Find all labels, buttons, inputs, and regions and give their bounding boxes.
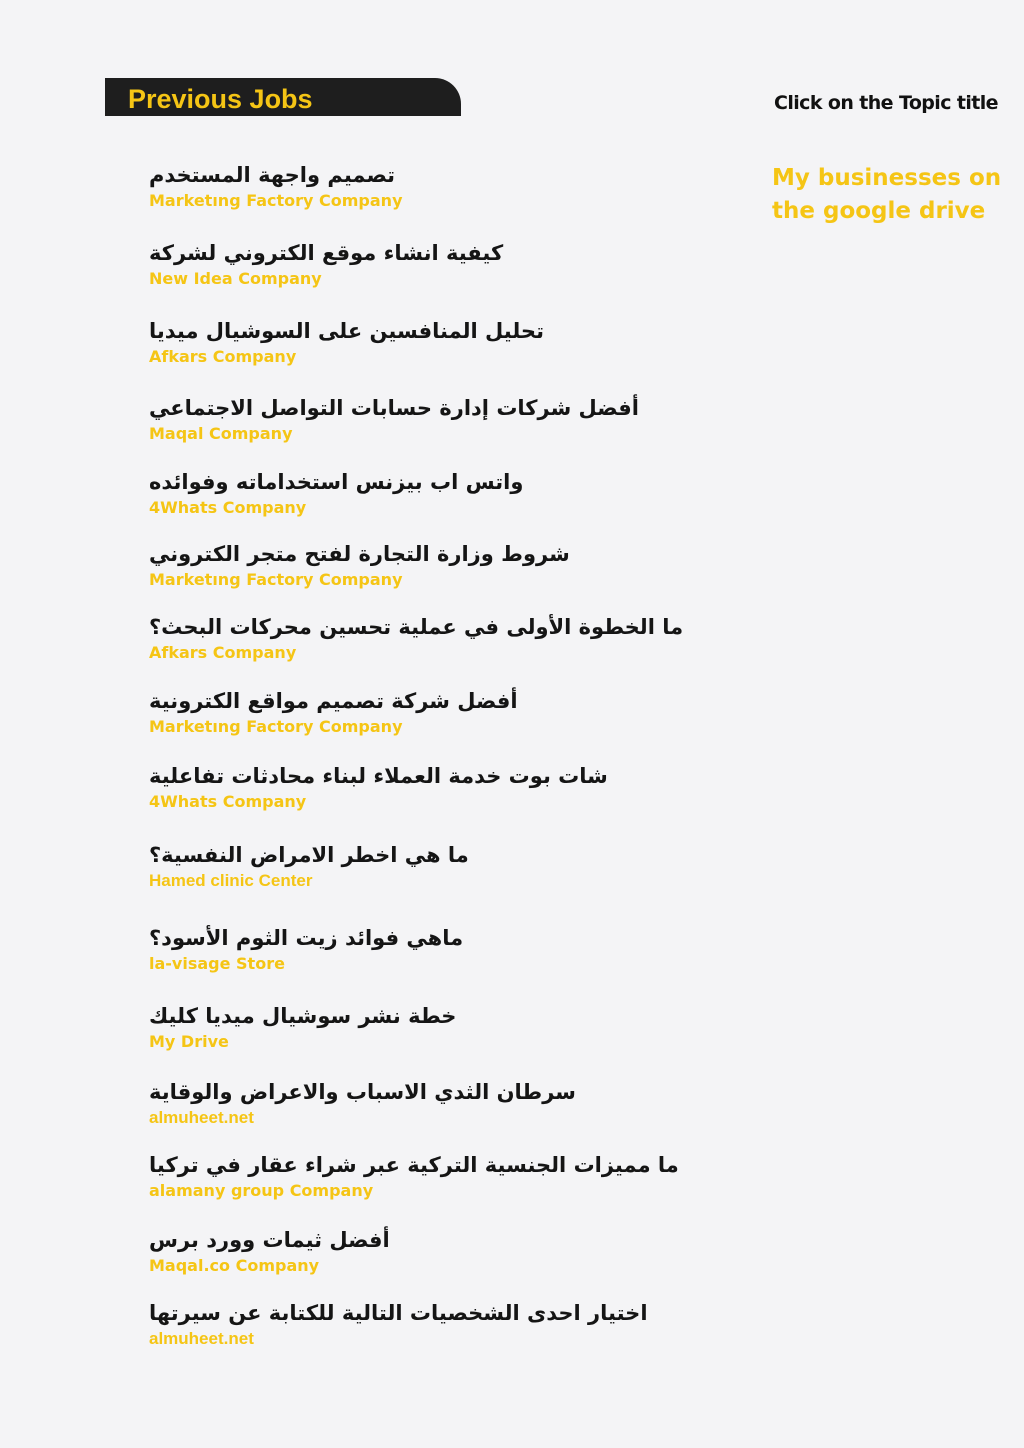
job-company: Maqal.co Company <box>149 1256 320 1275</box>
job-company: New Idea Company <box>149 269 322 288</box>
job-title-link[interactable]: تصميم واجهة المستخدم <box>149 163 396 187</box>
job-item <box>149 761 709 813</box>
job-item <box>149 393 709 445</box>
job-company: alamany group Company <box>149 1181 374 1200</box>
job-title-link[interactable]: أفضل شركة تصميم مواقع الكترونية <box>149 689 518 713</box>
job-company: Hamed clinic Center <box>149 871 313 890</box>
job-company: Marketıng Factory Company <box>149 191 403 210</box>
job-title-link[interactable]: شروط وزارة التجارة لفتح متجر الكتروني <box>149 542 570 566</box>
google-drive-link[interactable]: My businesses on the google drive <box>772 165 1002 224</box>
instruction-text: Click on the Topic title <box>774 92 998 114</box>
job-company: la-visage Store <box>149 954 285 973</box>
job-company: Afkars Company <box>149 347 297 366</box>
job-item <box>149 160 709 212</box>
job-title-link[interactable]: أفضل شركات إدارة حسابات التواصل الاجتماعي <box>149 396 639 420</box>
job-company: 4Whats Company <box>149 498 307 517</box>
job-item <box>149 316 709 368</box>
job-title-link[interactable]: تحليل المنافسين على السوشيال ميديا <box>149 319 544 343</box>
job-item <box>149 686 709 738</box>
job-company: Marketıng Factory Company <box>149 717 403 736</box>
job-title-link[interactable]: ما هي اخطر الامراض النفسية؟ <box>149 843 469 867</box>
job-item <box>149 238 709 290</box>
job-company: Afkars Company <box>149 643 297 662</box>
job-title-link[interactable]: ماهي فوائد زيت الثوم الأسود؟ <box>149 926 464 950</box>
job-item <box>149 1150 709 1202</box>
job-title-link[interactable]: خطة نشر سوشيال ميديا كليك <box>149 1004 457 1028</box>
job-title-link[interactable]: ما الخطوة الأولى في عملية تحسين محركات البحث؟ <box>149 615 684 639</box>
job-company: Marketıng Factory Company <box>149 570 403 589</box>
job-title-link[interactable]: أفضل ثيمات وورد برس <box>149 1228 390 1252</box>
job-item <box>149 1077 709 1129</box>
section-title: Previous Jobs <box>128 84 313 114</box>
job-item <box>149 1225 709 1277</box>
job-item <box>149 1298 709 1350</box>
job-title-link[interactable]: سرطان الثدي الاسباب والاعراض والوقاية <box>149 1080 576 1104</box>
job-title-link[interactable]: اختيار احدى الشخصيات التالية للكتابة عن سيرتها <box>149 1301 648 1325</box>
job-item <box>149 612 709 664</box>
job-company: Maqal Company <box>149 424 293 443</box>
job-item <box>149 1001 709 1053</box>
job-title-link[interactable]: كيفية انشاء موقع الكتروني لشركة <box>149 241 504 265</box>
job-title-link[interactable]: شات بوت خدمة العملاء لبناء محادثات تفاعلية <box>149 764 608 788</box>
job-company: 4Whats Company <box>149 792 307 811</box>
job-title-link[interactable]: واتس اب بيزنس استخداماته وفوائده <box>149 470 524 494</box>
job-title-link[interactable]: ما مميزات الجنسية التركية عبر شراء عقار في تركيا <box>149 1153 679 1177</box>
job-item <box>149 467 709 519</box>
job-item <box>149 840 709 892</box>
job-company: almuheet.net <box>149 1329 254 1348</box>
job-item <box>149 539 709 591</box>
job-item <box>149 923 709 975</box>
job-company: almuheet.net <box>149 1108 254 1127</box>
section-header-bar <box>105 78 461 116</box>
job-company: My Drive <box>149 1032 229 1051</box>
